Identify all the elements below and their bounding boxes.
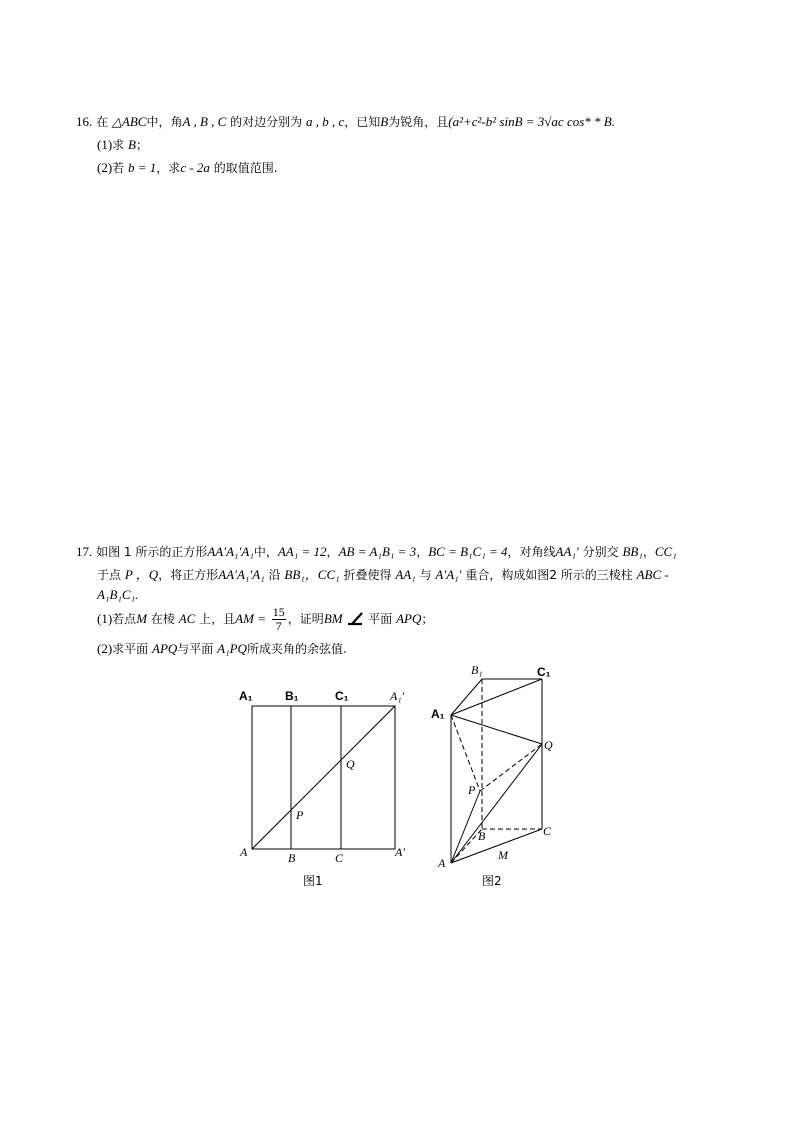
q16-stem: 16. 在 △ABC中，角A , B , C 的对边分别为 a , b , c，已知B为锐角，且(a²+c²-b² sinB = 3√ac cos* * B. xyxy=(76,114,615,129)
figure-2-caption: 图2 xyxy=(482,874,502,888)
label-A1: A₁ xyxy=(239,689,253,703)
label-C1: C₁ xyxy=(537,665,551,679)
label-P: P xyxy=(468,783,476,797)
parallel-symbol-icon xyxy=(346,610,364,626)
edge-A1C1 xyxy=(451,679,542,715)
edge-AC xyxy=(451,829,542,863)
edge-A1B1 xyxy=(451,679,482,715)
q17-part2: (2)求平面 APQ与平面 A₁PQ所成夹角的余弦值. xyxy=(97,641,347,656)
q16-part1: (1)求 B； xyxy=(97,137,148,152)
q16-part2: (2)若 b = 1，求c - 2a 的取值范围. xyxy=(97,160,278,175)
diagonal-AA1p xyxy=(252,706,395,849)
segment-AP xyxy=(451,791,480,863)
fraction-15-7: $\frac{15}{7}$ xyxy=(272,605,285,633)
figure-2-prism-diagram xyxy=(425,660,575,895)
label-Q: Q xyxy=(544,738,553,752)
label-B: B xyxy=(478,829,486,843)
segment-A1P-hidden xyxy=(451,715,480,791)
q17-stem-line-3: A₁B₁C₁. xyxy=(97,587,139,602)
segment-A1Q xyxy=(451,715,542,744)
label-P: P xyxy=(296,808,304,822)
q17-stem-line-2: 于点 P ，Q，将正方形AA′A₁′A₁ 沿 BB₁，CC₁ 折叠使得 AA₁ 与 A′A₁′ 重合，构成如图2 所示的三棱柱 ABC - xyxy=(97,567,669,582)
label-B: B xyxy=(288,851,296,865)
label-C: C xyxy=(543,824,552,838)
label-A1p: A₁′ xyxy=(390,689,405,703)
label-M: M xyxy=(498,848,508,862)
q17-stem-line-1: 17. 如图 1 所示的正方形AA′A₁′A₁中，AA₁ = 12，AB = A₁B₁ = 3，BC = B₁C₁ = 4，对角线AA₁′ 分别交 BB₁，CC₁ xyxy=(76,544,677,559)
figure-1-square-diagram xyxy=(230,680,430,895)
label-A: A xyxy=(438,856,446,870)
segment-AQ xyxy=(451,744,542,863)
label-Ap: A′ xyxy=(395,845,405,859)
label-A1: A₁ xyxy=(431,707,445,721)
label-A: A xyxy=(240,845,248,859)
figure-1-caption: 图1 xyxy=(303,874,323,888)
label-C1: C₁ xyxy=(335,689,349,703)
label-C: C xyxy=(335,851,344,865)
label-Q: Q xyxy=(346,757,355,771)
q17-part1: (1)若点M 在棱 AC 上，且AM = $\frac{15}{7}$ ，证明BM 平面 APQ； xyxy=(97,605,434,633)
label-B1: B₁ xyxy=(285,689,299,703)
label-B1: B₁ xyxy=(471,663,483,677)
